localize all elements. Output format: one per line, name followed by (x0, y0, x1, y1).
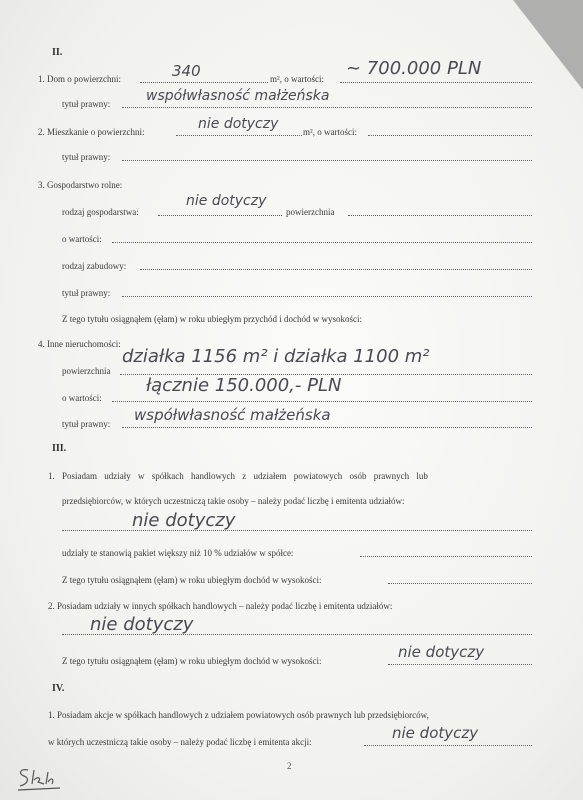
other-title-line (122, 427, 532, 428)
page-number: 2 (287, 761, 292, 771)
shares-item2-line1: 2. Posiadam udziały w innych spółkach handlowych – należy podać liczbę i emitenta udziałów: (48, 601, 393, 611)
shares-item1-line2: przedsiębiorców, w których uczestniczą takie osoby – należy podać liczbę i emitenta udziałów: (62, 496, 405, 506)
section-iv-heading: IV. (52, 683, 65, 694)
other-title-value: współwłasność małżeńska (134, 406, 331, 424)
shares-item2-income-line (388, 664, 532, 665)
farm-build-label: rodzaj zabudowy: (62, 261, 127, 271)
stocks-item1-line2: w których uczestniczą takie osoby – należy podać liczbę i emitenta akcji: (48, 737, 312, 747)
other-value-line (112, 401, 532, 402)
shares-item2-answer: nie dotyczy (90, 614, 194, 635)
folded-corner (513, 0, 583, 90)
stocks-item1-line1: 1. Posiadam akcje w spółkach handlowych z udziałem powiatowych osób prawnych lub przedsiębiorców, (48, 710, 429, 720)
house-title-value: współwłasność małżeńska (146, 88, 330, 104)
other-property-label: 4. Inne nieruchomości: (38, 339, 121, 349)
farm-title-line (122, 296, 532, 297)
farm-title-label: tytuł prawny: (62, 288, 111, 298)
house-title-line (122, 107, 532, 108)
house-area-value: 340 (172, 62, 201, 80)
other-value-label: o wartości: (62, 393, 102, 403)
farm-label: 3. Gospodarstwo rolne: (38, 180, 123, 190)
other-area-label: powierzchnia (62, 366, 111, 376)
farm-area-line (348, 215, 532, 216)
farm-income-label: Z tego tytułu osiągnąłem (ęłam) w roku ubiegłym przychód i dochód w wysokości: (62, 314, 362, 324)
flat-value-line (368, 135, 532, 136)
section-ii-heading: II. (52, 47, 63, 58)
shares-item1-income-label: Z tego tytułu osiągnąłem (ęłam) w roku ubiegłym dochód w wysokości: (62, 575, 322, 585)
stocks-item1-answer-line (364, 745, 532, 746)
shares-item1-income-line (388, 583, 532, 584)
house-title-label: tytuł prawny: (62, 99, 111, 109)
farm-area-label: powierzchnia (286, 207, 335, 217)
shares-item1-line1: 1. Posiadam udziały w spółkach handlowych z udziałem powiatowych osób prawnych lub (48, 471, 428, 481)
shares-item2-income-value: nie dotyczy (398, 643, 485, 661)
shares-package-line (360, 556, 532, 557)
farm-type-value: nie dotyczy (186, 193, 267, 209)
stocks-item1-answer: nie dotyczy (392, 724, 479, 742)
flat-title-label: tytuł prawny: (62, 152, 111, 162)
farm-type-label: rodzaj gospodarstwa: (62, 207, 139, 217)
shares-item2-line-a (62, 634, 532, 635)
flat-value-label: m², o wartości: (303, 127, 357, 137)
flat-title-line (122, 160, 532, 161)
shares-package-label: udziały te stanowią pakiet większy niż 10 % udziałów w spółce: (62, 548, 294, 558)
signature-mark (14, 764, 62, 794)
farm-type-line (158, 215, 282, 216)
house-value-line (340, 82, 532, 83)
shares-item2-income-label: Z tego tytułu osiągnąłem (ęłam) w roku ubiegłym dochód w wysokości: (62, 656, 322, 666)
shares-item1-line-a (62, 530, 532, 531)
other-area-value: działka 1156 m² i działka 1100 m² (122, 346, 430, 367)
flat-area-line (176, 135, 302, 136)
other-title-label: tytuł prawny: (62, 419, 111, 429)
flat-area-value: nie dotyczy (198, 116, 279, 132)
section-iii-heading: III. (52, 443, 67, 454)
farm-value-label: o wartości: (62, 234, 102, 244)
house-area-line (140, 82, 268, 83)
other-value: łącznie 150.000,- PLN (146, 375, 342, 396)
farm-value-line (112, 242, 532, 243)
house-area-label: 1. Dom o powierzchni: (38, 74, 121, 84)
flat-area-label: 2. Mieszkanie o powierzchni: (38, 127, 145, 137)
house-value-label: m², o wartości: (270, 74, 324, 84)
shares-item1-answer: nie dotyczy (132, 510, 236, 531)
farm-build-line (140, 269, 532, 270)
house-value: ~ 700.000 PLN (346, 58, 482, 79)
